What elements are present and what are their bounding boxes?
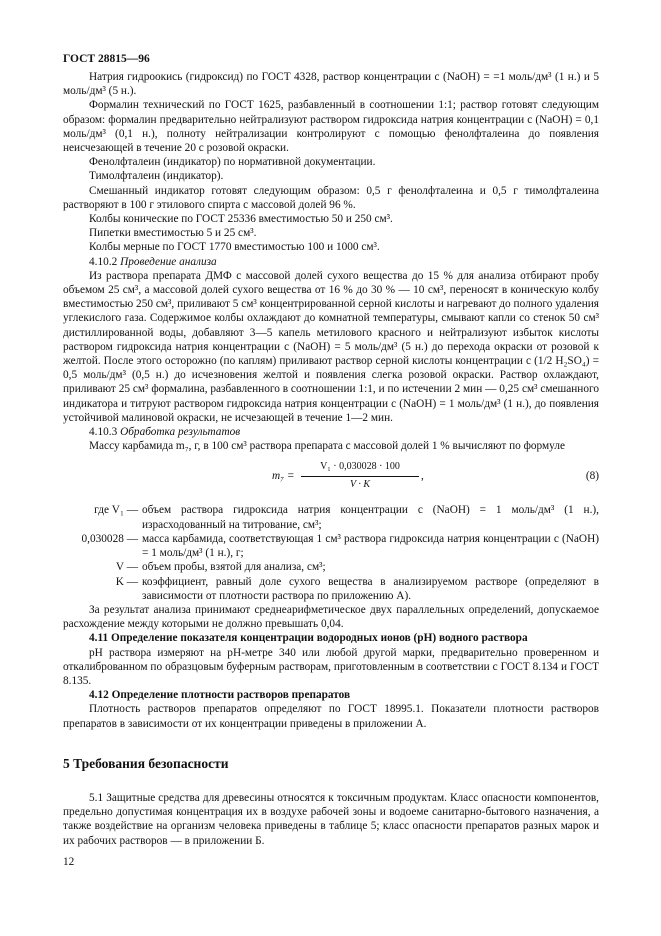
subsection-title: Обработка результатов [120, 426, 241, 439]
subsection-heading: 4.12 Определение плотности растворов препаратов [89, 689, 351, 702]
legend-row [63, 575, 599, 603]
legend-description: объем пробы, взятой для анализа, см³; [142, 561, 326, 574]
paragraph: Из раствора препарата ДМФ с массовой долей сухого вещества до 15 % для анализа отбирают пробу объемом 25 см³, а массовой долей сухого вещества от 16 % до 30 % — 10 см³, переносят в коническую колбу вместимостью 250 см³, приливают 5 см³ концентрированной серной кислоты и нагревают до полного удаления углекислого газа. Содержимое колбы охлаждают до комнатной температуры, смывают капли со стенок 50 см³ дистиллированной воды, добавляют 3—5 капель метилового красного и нейтрализуют избыток кислоты раствором гидроксида натрия концентрации c (NaOH) = 5 моль/дм³ (5 н.) до перехода окраски от розовой к желтой. После этого осторожно (по каплям) приливают раствор серной кислоты концентрации c (1/2 H₂SO₄) = 0,5 моль/дм³ (0,5 н.) до исчезновения желтой и появления слегка розовой окраски. Раствор охлаждают, приливают 25 см³ формалина, разбавленного в соотношении 1:1, и по истечении 2 мин — 0,25 см³ смешанного индикатора и титруют раствором гидроксида натрия концентрации c (NaOH) = 1 моль/дм³ (1 н.), до появления устойчивой малиновой окраски, не исчезающей в течение 1—2 мин. [63, 269, 599, 424]
paragraph: Массу карбамида m₇, г, в 100 см³ раствора препарата с массовой долей 1 % вычисляют по формуле [89, 440, 565, 453]
legend-row [63, 560, 599, 574]
document-body [63, 70, 599, 848]
formula-lhs: m₇ = [272, 470, 295, 483]
legend-row [63, 532, 599, 560]
subsection-heading [63, 425, 599, 439]
paragraph: Смешанный индикатор готовят следующим образом: 0,5 г фенолфталеина и 0,5 г тимолфталеина растворяют в 100 г этилового спирта с массовой долей 96 %. [63, 184, 599, 211]
formula-legend [63, 503, 599, 602]
formula-fraction [301, 460, 419, 491]
formula-8 [63, 457, 599, 497]
formula-denominator: V · K [349, 478, 371, 490]
doc-header: ГОСТ 28815—96 [63, 53, 150, 65]
section-heading: 5 Требования безопасности [63, 755, 229, 771]
legend-description: масса карбамида, соответствующая 1 см³ раствора гидроксида натрия концентрации c (NaOH) = 1 моль/дм³ (1 н.), г; [142, 532, 599, 560]
paragraph: pH раствора измеряют на pH-метре 340 или любой другой марки, предварительно проверенном и откалиброванном по образцовым буферным растворам, приготовленным в соответствии с ГОСТ 8.134 и ГОСТ 8.135. [63, 646, 599, 687]
legend-description: объем раствора гидроксида натрия концентрации c (NaOH) = 1 моль/дм³ (1 н.), израсходованный на титрование, см³; [142, 504, 599, 531]
legend-symbol: K — [115, 575, 138, 588]
subsection-heading [63, 255, 599, 269]
subsection-title: Проведение анализа [120, 255, 217, 268]
paragraph: Тимолфталеин (индикатор). [89, 170, 224, 183]
paragraph: За результат анализа принимают среднеарифметическое двух параллельных определений, допускаемое расхождение между которыми не должно превышать 0,04. [63, 603, 599, 631]
legend-symbol: V — [115, 561, 138, 574]
paragraph: Фенолфталеин (индикатор) по нормативной документации. [89, 156, 376, 169]
paragraph: Натрия гидроокись (гидроксид) по ГОСТ 4328, раствор концентрации c (NaOH) = =1 моль/дм³ (1 н.) и 5 моль/дм³ (5 н.). [63, 71, 599, 98]
paragraph: Колбы мерные по ГОСТ 1770 вместимостью 100 и 1000 см³. [89, 241, 380, 254]
legend-symbol: 0,030028 — [81, 532, 138, 545]
subsection-heading: 4.11 Определение показателя концентрации водородных ионов (pH) водного раствора [89, 632, 528, 645]
formula-comma: , [421, 470, 424, 483]
equation-number: (8) [585, 470, 599, 483]
subsection-number: 4.10.2 [89, 255, 118, 268]
paragraph: Плотность растворов препаратов определяют по ГОСТ 18995.1. Показатели плотности растворов препаратов в зависимости от их концентрации приведены в приложении А. [63, 703, 599, 730]
paragraph: 5.1 Защитные средства для древесины относятся к токсичным продуктам. Класс опасности компонентов, предельно допустимая концентрация их в воздухе рабочей зоны и водоеме санитарно-бытового назначения, а также воздействие на организм человека приведены в таблице 5; класс опасности препаратов разных марок и их рабочих растворов — в приложении Б. [63, 791, 599, 847]
paragraph: Колбы конические по ГОСТ 25336 вместимостью 50 и 250 см³. [89, 213, 393, 226]
legend-description: коэффициент, равный доле сухого вещества в анализируемом растворе (определяют в зависимости от плотности раствора по приложению А). [142, 575, 599, 602]
legend-row [63, 503, 599, 531]
page-number: 12 [63, 856, 75, 868]
paragraph: Пипетки вместимостью 5 и 25 см³. [89, 227, 257, 240]
paragraph: Формалин технический по ГОСТ 1625, разбавленный в соотношении 1:1; раствор готовят следующим образом: формалин предварительно нейтрализуют раствором гидроксида натрия концентрации c (NaOH) = 0,1 моль/дм³ (0,1 н.), полноту нейтрализации контролируют с помощью фенолфталеина до появления неисчезающей в течение 20 с розовой окраски. [63, 99, 599, 155]
legend-symbol: где V₁ — [94, 504, 138, 517]
formula-numerator: V₁ · 0,030028 · 100 [301, 460, 419, 476]
subsection-number: 4.10.3 [89, 426, 118, 439]
